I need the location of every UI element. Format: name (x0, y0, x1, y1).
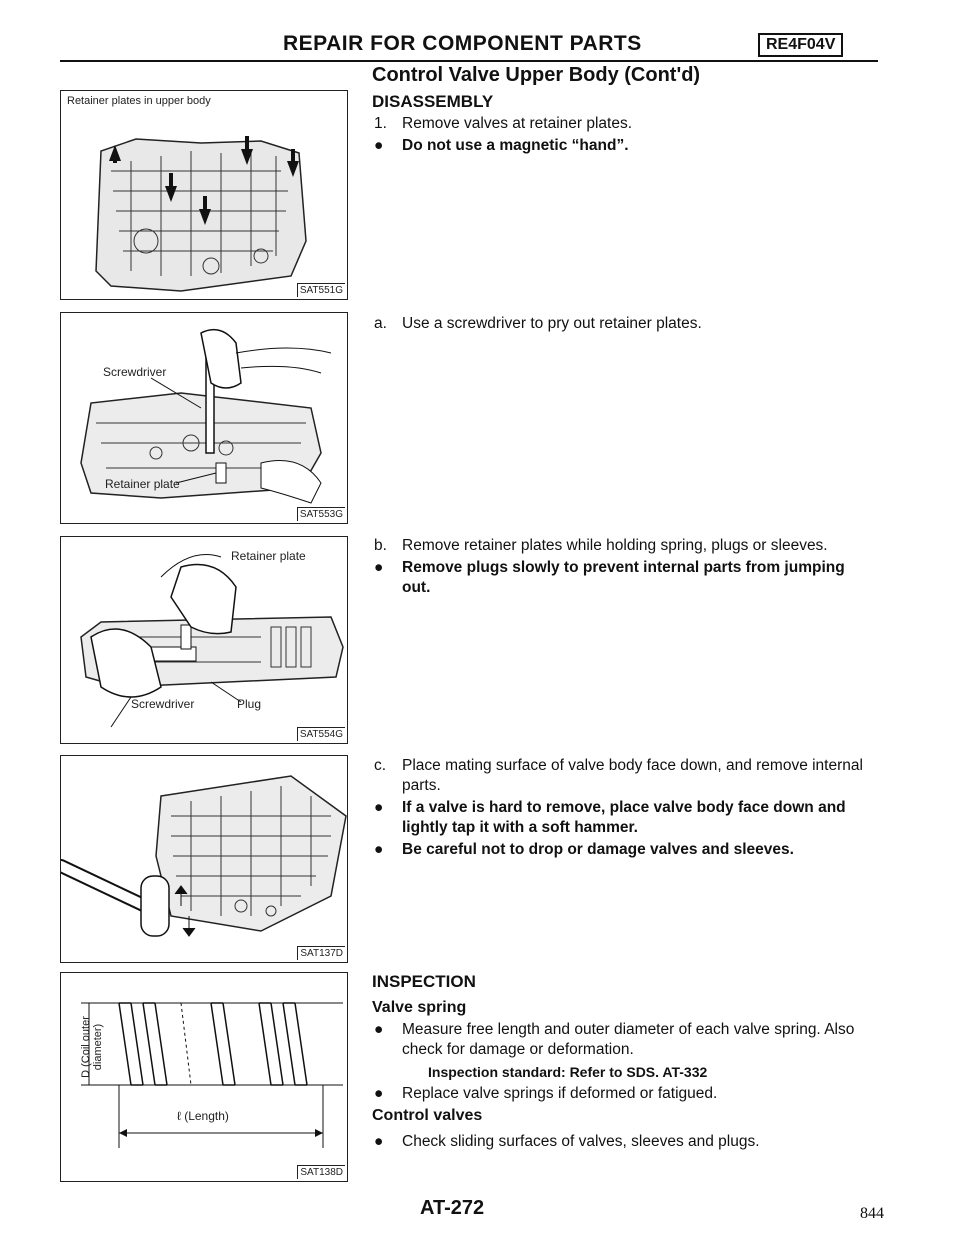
valve-body-illustration (61, 91, 347, 299)
spring-measure-item (372, 1020, 872, 1060)
step-number: 1. (374, 115, 387, 132)
figure-remove-plates (60, 536, 348, 744)
bullet-icon: ● (374, 137, 384, 154)
label-screwdriver: Screwdriver (131, 697, 195, 711)
screwdriver-illustration (61, 313, 347, 523)
step-text: Remove retainer plates while holding spring, plugs or sleeves. (402, 537, 828, 554)
step-letter: c. (374, 757, 387, 774)
figure-retainer-plates (60, 90, 348, 300)
control-valves-heading: Control valves (372, 1107, 483, 1124)
figure-tap-hammer (60, 755, 348, 963)
step-letter: b. (374, 537, 387, 554)
figure-spring-dimensions (60, 972, 348, 1182)
step-c-note-1 (372, 798, 872, 838)
bullet-icon: ● (374, 559, 384, 576)
figure-caption: Retainer plates in upper body (67, 95, 211, 107)
bullet-icon: ● (374, 841, 384, 858)
step-text: Remove valves at retainer plates. (402, 115, 633, 132)
note-text: Remove plugs slowly to prevent internal parts from jumping out. (402, 559, 845, 596)
note-text: If a valve is hard to remove, place valve body face down and lightly tap it with a soft hammer. (402, 799, 846, 836)
item-text: Measure free length and outer diameter of each valve spring. Also check for damage or deformation. (402, 1021, 855, 1058)
step-a-item (372, 314, 872, 334)
bullet-icon: ● (374, 799, 384, 816)
figure-id: SAT551G (297, 283, 345, 297)
label-length: ℓ (Length) (177, 1109, 229, 1123)
spring-replace-item (372, 1084, 872, 1104)
step-c (372, 754, 872, 862)
step-1 (372, 114, 872, 134)
label-screwdriver: Screwdriver (103, 365, 167, 379)
step-letter: a. (374, 315, 387, 332)
figure-id: SAT137D (297, 946, 345, 960)
figure-id: SAT554G (297, 727, 345, 741)
step-c-item (372, 756, 872, 796)
bullet-icon: ● (374, 1085, 384, 1102)
hammer-valve-body-illustration (61, 756, 347, 962)
figure-screwdriver-pry (60, 312, 348, 524)
page-number: 844 (860, 1205, 884, 1222)
label-retainer-plate: Retainer plate (105, 477, 180, 491)
model-code-badge: RE4F04V (758, 33, 843, 57)
item-text: Replace valve springs if deformed or fatigued. (402, 1085, 718, 1102)
page-header-title: REPAIR FOR COMPONENT PARTS (283, 32, 642, 55)
figure-id: SAT138D (297, 1165, 345, 1179)
step-text: Place mating surface of valve body face down, and remove internal parts. (402, 757, 863, 794)
step-b (372, 534, 872, 600)
header-rule (60, 60, 878, 62)
step-b-item (372, 536, 872, 556)
disassembly-section (372, 92, 872, 158)
section-title: Control Valve Upper Body (Cont'd) (372, 64, 701, 86)
step-b-note (372, 558, 872, 598)
inspection-standard: Inspection standard: Refer to SDS. AT-332 (428, 1064, 708, 1080)
figure-id: SAT553G (297, 507, 345, 521)
inspection-section (372, 972, 872, 1154)
bullet-icon: ● (374, 1133, 384, 1150)
step-1-note (372, 136, 872, 156)
valves-check-item (372, 1132, 872, 1152)
note-text: Do not use a magnetic “hand”. (402, 137, 629, 154)
step-a (372, 312, 872, 336)
page-code: AT-272 (420, 1197, 485, 1219)
note-text: Be careful not to drop or damage valves and sleeves. (402, 841, 794, 858)
step-text: Use a screwdriver to pry out retainer plates. (402, 315, 702, 332)
item-text: Check sliding surfaces of valves, sleeves and plugs. (402, 1133, 760, 1150)
label-plug: Plug (237, 697, 262, 711)
valve-spring-heading: Valve spring (372, 999, 467, 1016)
disassembly-heading: DISASSEMBLY (372, 92, 494, 111)
remove-plates-illustration (61, 537, 347, 743)
label-coil-diameter: D (Coil outer diameter) (80, 1016, 104, 1078)
bullet-icon: ● (374, 1021, 384, 1038)
label-retainer-plate: Retainer plate (231, 549, 306, 563)
step-c-note-2 (372, 840, 872, 860)
inspection-heading: INSPECTION (372, 972, 476, 991)
